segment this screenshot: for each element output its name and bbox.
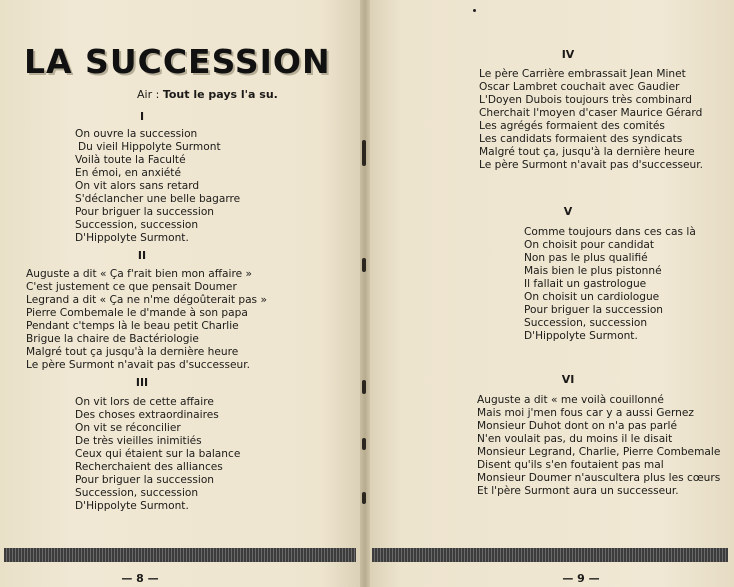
stanza-6	[477, 394, 720, 498]
decorative-band	[372, 548, 728, 562]
stanza-5	[524, 226, 696, 343]
verse-line: Monsieur Legrand, Charlie, Pierre Combemale	[477, 446, 721, 458]
verse-line: Oscar Lambret couchait avec Gaudier	[479, 81, 680, 93]
verse-line: On ouvre la succession	[75, 128, 198, 140]
binding-stitch	[362, 380, 366, 394]
verse-line: Mais bien le plus pistonné	[524, 265, 662, 277]
stanza-numeral: III	[135, 376, 149, 389]
stanza-3	[75, 396, 240, 513]
verse-line: Pierre Combemale le d'mande à son papa	[26, 307, 248, 319]
verse-line: Succession, succession	[75, 487, 199, 499]
verse-line: Pour briguer la succession	[75, 474, 215, 486]
verse-line: Pour briguer la succession	[75, 206, 215, 218]
verse-line: Et l'père Surmont aura un successeur.	[477, 485, 679, 497]
verse-line: On vit alors sans retard	[75, 180, 200, 192]
verse-line: Le père Surmont n'avait pas d'successeur.	[26, 359, 250, 371]
left-page	[0, 0, 364, 587]
verse-line: Succession, succession	[524, 317, 648, 329]
stanza-4	[479, 68, 703, 172]
verse-line: L'Doyen Dubois toujours très combinard	[479, 94, 693, 106]
stanza-numeral: II	[137, 249, 147, 262]
verse-line: Succession, succession	[75, 219, 199, 231]
binding-stitch	[362, 258, 366, 272]
verse-line: Le père Carrière embrassait Jean Minet	[479, 68, 686, 80]
verse-line: Pendant c'temps là le beau petit Charlie	[26, 320, 239, 332]
verse-line: Voilà toute la Faculté	[75, 154, 186, 166]
verse-line: Recherchaient des alliances	[75, 461, 223, 473]
verse-line: Des choses extraordinaires	[75, 409, 219, 421]
verse-line: On choisit un cardiologue	[524, 291, 660, 303]
verse-line: Pour briguer la succession	[524, 304, 664, 316]
verse-line: En émoi, en anxiété	[75, 167, 181, 179]
verse-line: Cherchait l'moyen d'caser Maurice Gérard	[479, 107, 703, 119]
verse-line: Comme toujours dans ces cas là	[524, 226, 696, 238]
verse-line: Du vieil Hippolyte Surmont	[78, 141, 221, 153]
page-number: — 8 —	[121, 572, 159, 585]
verse-line: S'déclancher une belle bagarre	[75, 193, 241, 205]
verse-line: Brigue la chaire de Bactériologie	[26, 333, 199, 345]
tune-label: Air :	[137, 88, 163, 101]
verse-line: Auguste a dit « me voilà couillonné	[477, 394, 664, 406]
verse-line: Les candidats formaient des syndicats	[479, 133, 683, 145]
decorative-band	[4, 548, 356, 562]
stanza-numeral: IV	[561, 48, 575, 61]
verse-line: Legrand a dit « Ça ne n'me dégoûterait pas »	[26, 294, 267, 306]
binding-stitch	[362, 492, 366, 504]
verse-line: De très vieilles inimitiés	[75, 435, 202, 447]
verse-line: Mais moi j'men fous car y a aussi Gernez	[477, 407, 694, 419]
verse-line: Le père Surmont n'avait pas d'successeur.	[479, 159, 703, 171]
verse-line: D'Hippolyte Surmont.	[524, 330, 638, 342]
verse-line: Disent qu'ils s'en foutaient pas mal	[477, 459, 664, 471]
printing-dot	[473, 9, 476, 12]
binding-stitch	[362, 140, 366, 166]
verse-line: D'Hippolyte Surmont.	[75, 232, 189, 244]
verse-line: Monsieur Duhot dont on n'a pas parlé	[477, 420, 677, 432]
verse-line: On vit se réconcilier	[75, 422, 181, 434]
verse-line: Les agrégés formaient des comités	[479, 120, 665, 132]
verse-line: Non pas le plus qualifié	[524, 252, 648, 264]
stanza-numeral: VI	[561, 373, 575, 386]
verse-line: Malgré tout ça jusqu'à la dernière heure	[26, 346, 239, 358]
stanza-numeral: I	[139, 110, 145, 123]
verse-line: N'en voulait pas, du moins il le disait	[477, 433, 673, 445]
stanza-2	[26, 268, 267, 372]
verse-line: D'Hippolyte Surmont.	[75, 500, 189, 512]
verse-line: On vit lors de cette affaire	[75, 396, 214, 408]
verse-line: Monsieur Doumer n'auscultera plus les cœurs	[477, 472, 721, 484]
verse-line: On choisit pour candidat	[524, 239, 655, 251]
page-number: — 9 —	[562, 572, 600, 585]
stanza-numeral: V	[563, 205, 573, 218]
tune-line	[137, 88, 278, 101]
verse-line: Ceux qui étaient sur la balance	[75, 448, 241, 460]
verse-line: Il fallait un gastrologue	[524, 278, 647, 290]
page-title: LA SUCCESSION	[24, 42, 331, 81]
stanza-1	[75, 128, 240, 245]
verse-line: C'est justement ce que pensait Doumer	[26, 281, 237, 293]
binding-stitch	[362, 438, 366, 450]
tune-name: Tout le pays l'a su.	[162, 88, 278, 101]
verse-line: Malgré tout ça, jusqu'à la dernière heure	[479, 146, 695, 158]
verse-line: Auguste a dit « Ça f'rait bien mon affaire »	[26, 268, 252, 280]
